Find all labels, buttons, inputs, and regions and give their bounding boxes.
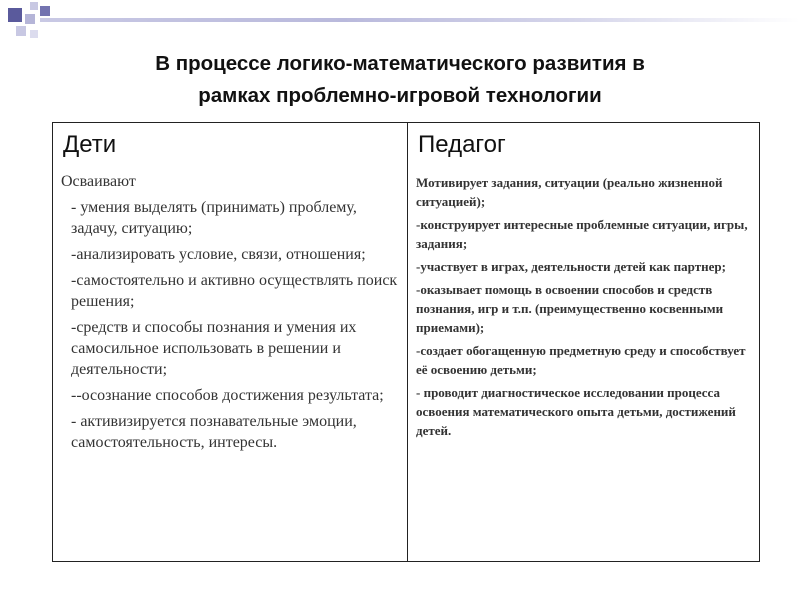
slide-title-line1: В процессе логико-математического развития в <box>155 52 645 75</box>
comparison-table <box>52 122 760 562</box>
children-item: -средств и способы познания и умения их самосильное использовать в решении и деятельности; <box>71 319 357 378</box>
teacher-header: Педагог <box>418 131 506 158</box>
children-item: -самостоятельно и активно осуществлять поиск решения; <box>71 272 398 310</box>
teacher-item: -участвует в играх, деятельности детей как партнер; <box>416 259 726 274</box>
decor-square <box>30 30 38 38</box>
teacher-item: -оказывает помощь в освоении способов и средств познания, игр и т.п. (преимущественно косвенными приемами); <box>416 282 724 335</box>
teacher-item: Мотивирует задания, ситуации (реально жизненной ситуацией); <box>416 175 723 209</box>
teacher-list <box>416 173 751 440</box>
children-item: - умения выделять (принимать) проблему, задачу, ситуацию; <box>71 199 357 237</box>
decor-top-bar <box>40 18 800 22</box>
children-item: Осваивают <box>61 173 136 190</box>
decor-square <box>30 2 38 10</box>
children-header: Дети <box>63 131 117 158</box>
decor-square <box>40 6 50 16</box>
slide-title-line2: рамках проблемно-игровой технологии <box>198 84 602 107</box>
children-item: - активизируется познавательные эмоции, самостоятельность, интересы. <box>71 413 357 451</box>
teacher-item: - проводит диагностическое исследовании процесса освоения математического опыта детьми, достижений детей. <box>416 385 736 438</box>
teacher-column <box>408 123 759 561</box>
slide-title <box>60 48 740 112</box>
children-item: -анализировать условие, связи, отношения; <box>71 246 366 263</box>
teacher-item: -конструирует интересные проблемные ситуации, игры, задания; <box>416 217 748 251</box>
decor-square <box>8 8 22 22</box>
decor-square <box>25 14 35 24</box>
children-item: --осознание способов достижения результата; <box>71 387 384 404</box>
children-list <box>61 171 401 453</box>
decor-square <box>16 26 26 36</box>
teacher-item: -создает обогащенную предметную среду и способствует её освоению детьми; <box>416 343 746 377</box>
children-column <box>53 123 408 561</box>
